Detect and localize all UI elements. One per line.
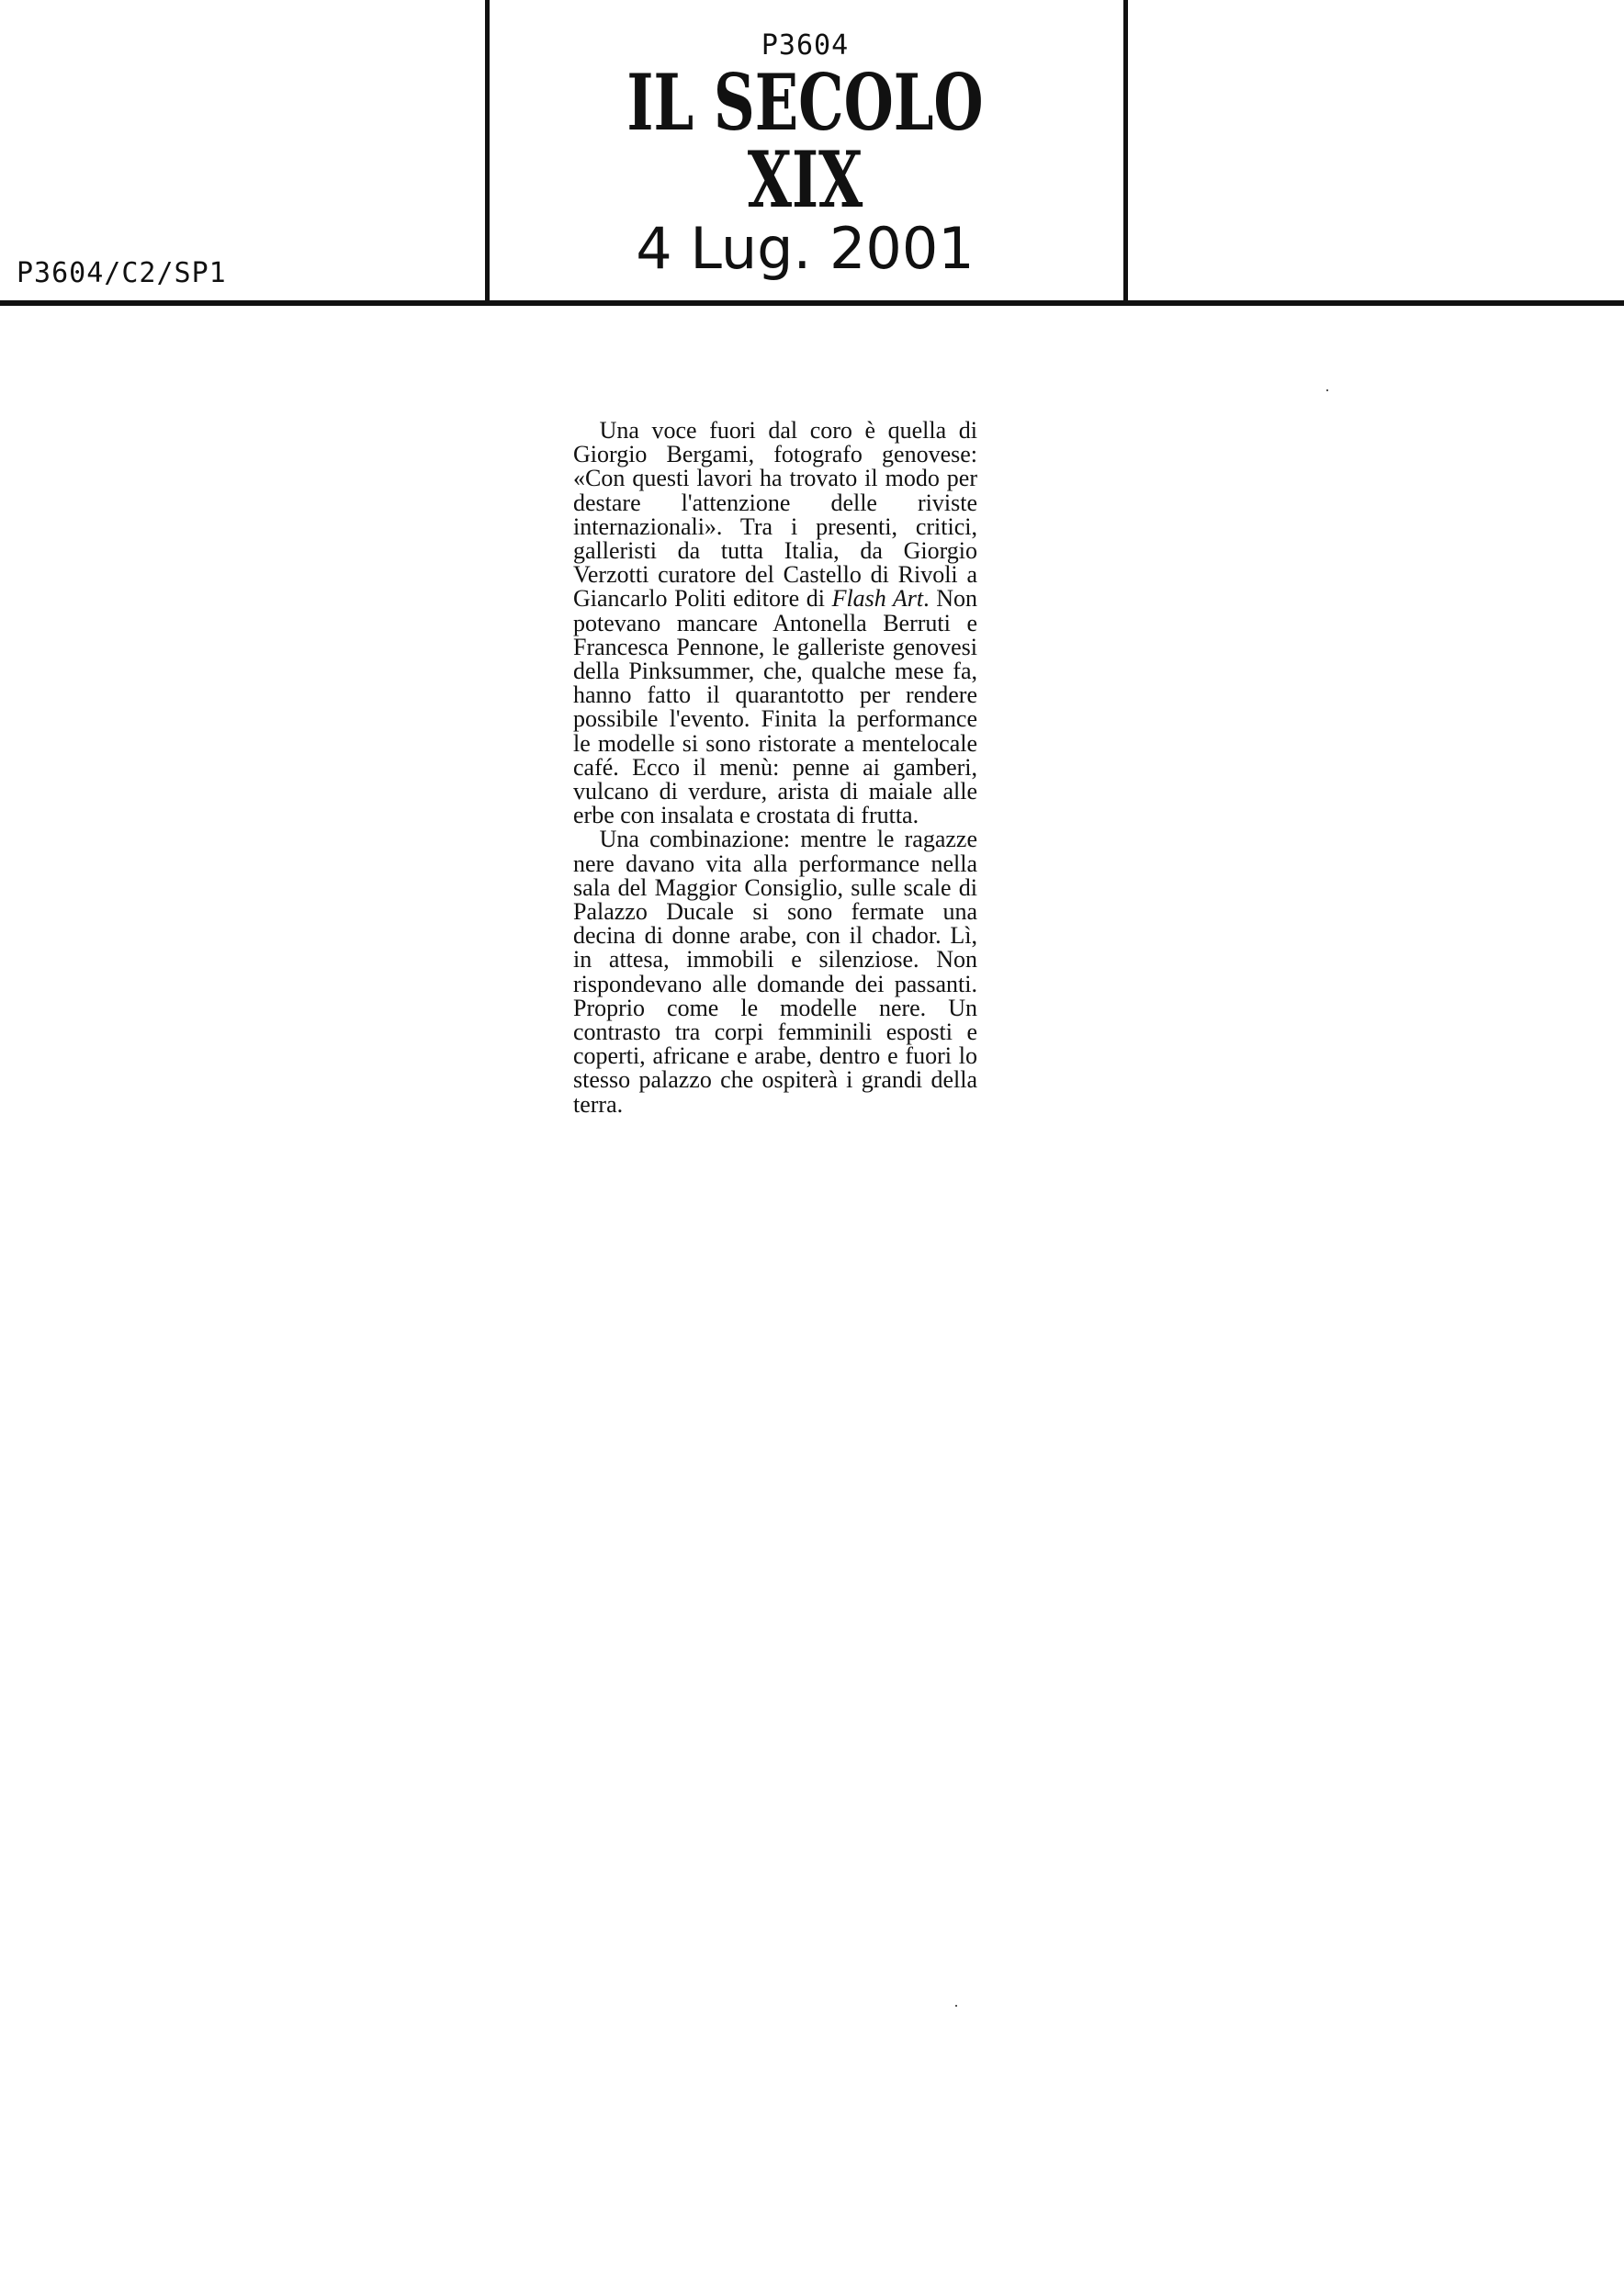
article-paragraph-2: Una combinazione: mentre le ragazze nere davano vita alla performance nella sala del Maggior Consiglio, sulle scale di Palazzo Ducale si sono fermate una decina di donne arabe, con il chador. Lì, in attesa, immobili e silenziose. Non rispondevano alle domande dei passanti. Proprio come le modelle nere. Un contrasto tra corpi femminili esposti e coperti, africane e arabe, dentro e fuori lo stesso palazzo che ospiterà i grandi della terra. bbox=[573, 826, 977, 1118]
scan-speck bbox=[1326, 389, 1328, 391]
article-paragraph-1-part-a: Una voce fuori dal coro è quella di Giorgio Bergami, fotografo genovese: «Con questi lavori ha trovato il modo per destare l'attenzione delle riviste internazionali». Tra i presenti, critici, galleristi da tutta Italia, da Giorgio Verzotti curatore del Castello di Rivoli a Giancarlo Politi editore di bbox=[573, 417, 977, 613]
archive-code-top: P3604 bbox=[761, 29, 850, 62]
article-paragraph-1 bbox=[573, 419, 977, 827]
magazine-title: Flash Art bbox=[831, 585, 924, 613]
archive-code-left: P3604/C2/SP1 bbox=[17, 257, 227, 289]
article-paragraph-1-part-b: . Non potevano mancare Antonella Berruti e Francesca Pennone, le galleriste genovesi della Pinksummer, che, qualche mese fa, hanno fatto il quarantotto per rendere possibile l'evento. Finita la performance le modelle si sono ristorate a mentelocale café. Ecco il menù: penne ai gamberi, vulcano di verdure, arista di maiale alle erbe con insalata e crostata di frutta. bbox=[573, 585, 977, 829]
header-rule bbox=[0, 300, 1624, 306]
newspaper-masthead: IL SECOLO XIX bbox=[626, 57, 984, 225]
publication-date: 4 Lug. 2001 bbox=[636, 215, 975, 282]
article-body bbox=[573, 419, 977, 1117]
header-divider-right bbox=[1123, 0, 1128, 303]
scan-speck bbox=[955, 2005, 957, 2007]
